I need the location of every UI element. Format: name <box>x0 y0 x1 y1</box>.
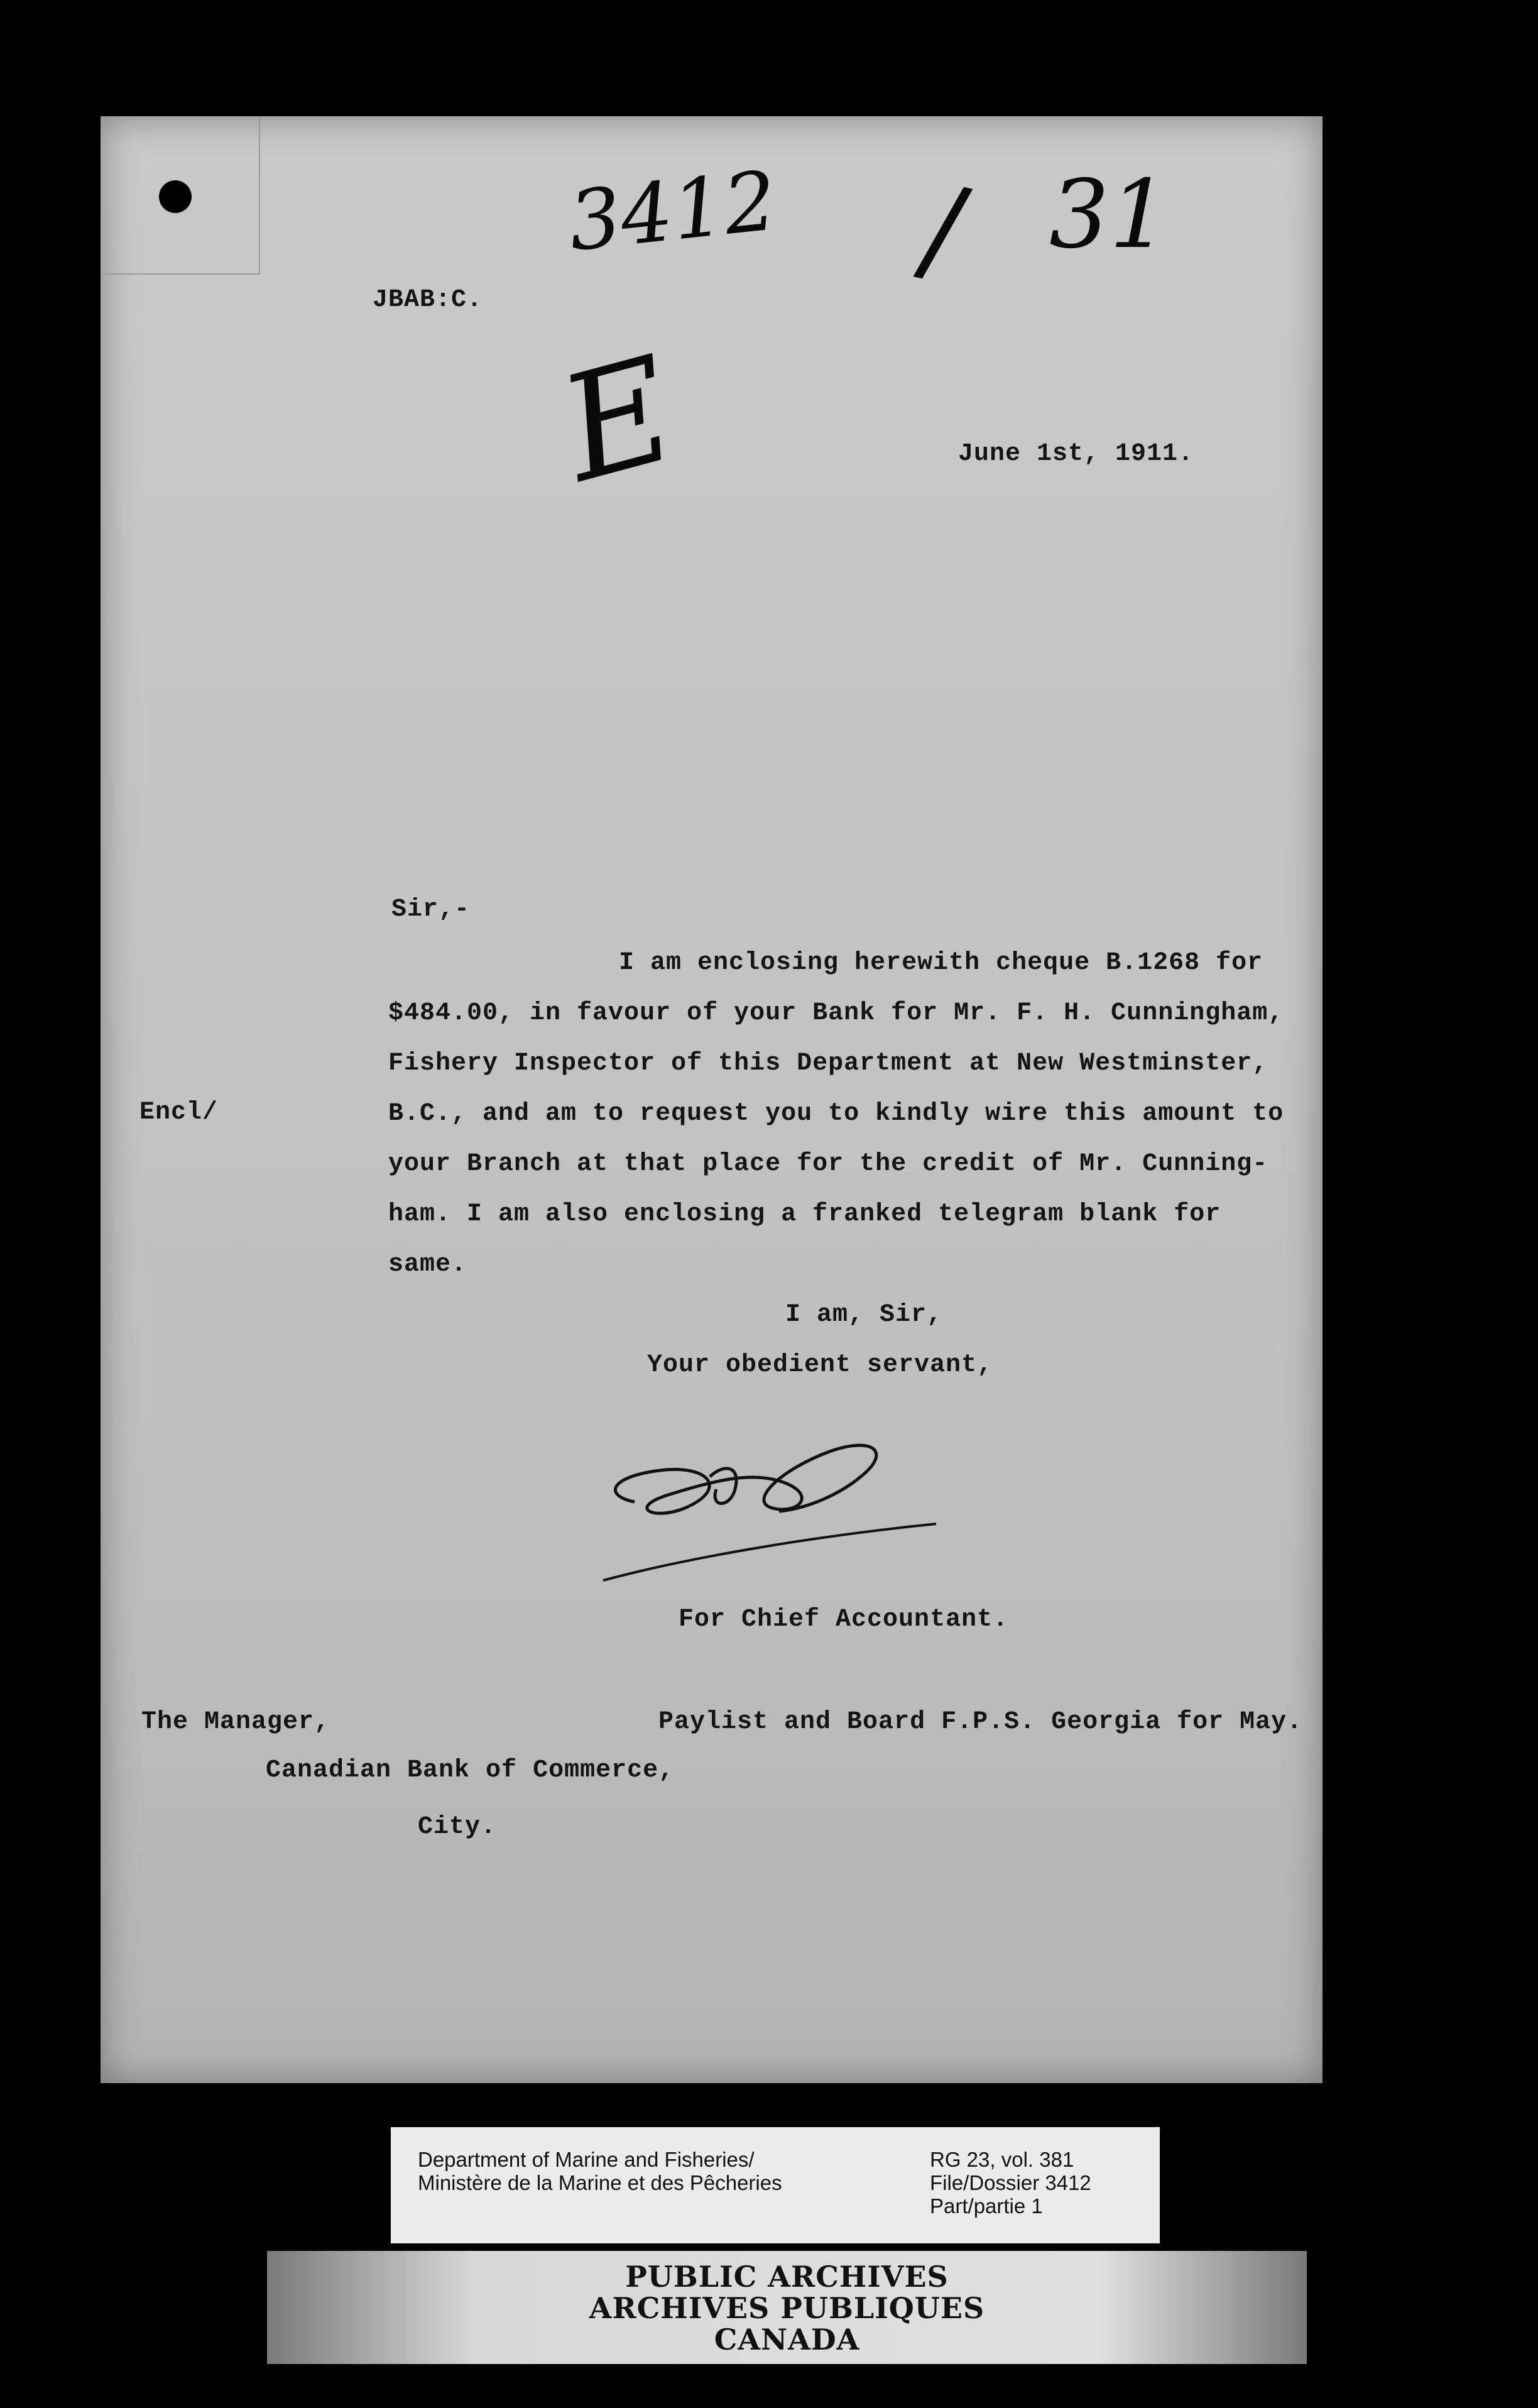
body-line-6: ham. I am also enclosing a franked telegram blank for <box>388 1200 1221 1229</box>
reference-code: JBAB:C. <box>373 286 483 314</box>
body-line-7: same. <box>388 1251 467 1279</box>
closing-line-1: I am, Sir, <box>785 1301 943 1329</box>
addressee-line-3: City. <box>418 1813 497 1841</box>
stamp-line-2: ARCHIVES PUBLIQUES <box>589 2291 985 2325</box>
addressee-line-2: Canadian Bank of Commerce, <box>266 1756 675 1785</box>
stamp-line-1: PUBLIC ARCHIVES <box>625 2260 949 2294</box>
part-number: Part/partie 1 <box>930 2194 1043 2218</box>
addressee-line-1: The Manager, <box>141 1708 330 1736</box>
closing-line-2: Your obedient servant, <box>647 1351 993 1379</box>
archives-stamp <box>267 2251 1307 2364</box>
handwritten-slash: / <box>909 157 978 302</box>
subject-line: Paylist and Board F.P.S. Georgia for May. <box>658 1708 1303 1736</box>
punch-hole <box>159 180 192 213</box>
handwritten-mark: E <box>545 325 691 515</box>
file-number: File/Dossier 3412 <box>930 2171 1091 2194</box>
enclosure-note: Encl/ <box>139 1098 219 1127</box>
department-english: Department of Marine and Fisheries/ <box>418 2148 755 2171</box>
body-line-3: Fishery Inspector of this Department at New Westminster, <box>388 1049 1268 1078</box>
handwritten-file-number: 3412 <box>564 153 781 270</box>
body-line-2: $484.00, in favour of your Bank for Mr. F. H. Cunningham, <box>388 999 1284 1027</box>
body-line-5: your Branch at that place for the credit of Mr. Cunning- <box>388 1150 1268 1178</box>
handwritten-folio: 31 <box>1049 160 1169 270</box>
stamp-line-3: CANADA <box>714 2323 860 2356</box>
salutation: Sir,- <box>391 895 471 924</box>
body-line-4: B.C., and am to request you to kindly wire this amount to <box>388 1100 1284 1128</box>
record-group: RG 23, vol. 381 <box>930 2148 1074 2171</box>
body-line-1: I am enclosing herewith cheque B.1268 for <box>619 949 1263 977</box>
letter-date: June 1st, 1911. <box>958 440 1194 468</box>
department-french: Ministère de la Marine et des Pêcheries <box>418 2171 782 2194</box>
signature-scrawl <box>591 1401 955 1590</box>
signature-caption: For Chief Accountant. <box>679 1606 1009 1634</box>
